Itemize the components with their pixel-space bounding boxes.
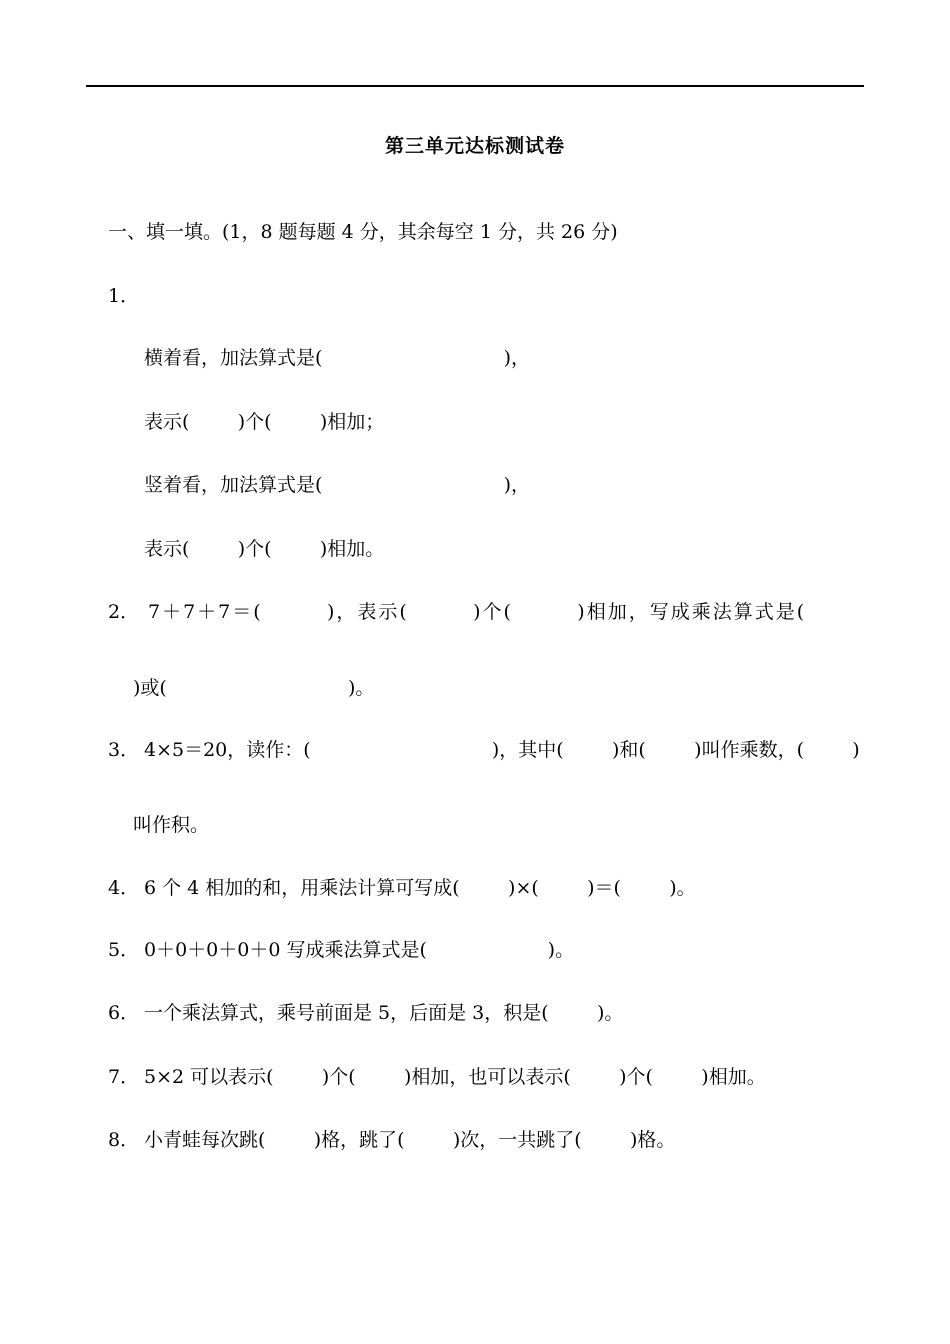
question-1-number: 1． [108,285,140,307]
question-1-line-d: 表示( )个( )相加。 [144,538,385,560]
question-3-number: 3． [108,739,140,761]
question-4-number: 4． [108,877,140,899]
section-heading: 一、填一填。(1，8 题每题 4 分，其余每空 1 分，共 26 分) [108,221,618,243]
question-7-number: 7． [108,1066,140,1088]
page-title: 第三单元达标测试卷 [384,135,565,157]
question-2-line-a: 7＋7＋7＝( )，表示( )个( )相加，写成乘法算式是( [148,601,807,623]
question-1-line-b: 表示( )个( )相加； [144,411,385,433]
question-7-text: 5×2 可以表示( )个( )相加，也可以表示( )个( )相加。 [144,1066,766,1088]
question-2-line-b: )或( )。 [133,677,375,699]
question-8-text: 小青蛙每次跳( )格，跳了( )次，一共跳了( )格。 [144,1129,676,1151]
header-rule [86,85,864,87]
question-6-number: 6． [108,1002,140,1024]
question-8-number: 8． [108,1129,140,1151]
question-6-text: 一个乘法算式，乘号前面是 5，后面是 3，积是( )。 [144,1002,624,1024]
question-3-line-b: 叫作积。 [133,814,210,836]
question-5-text: 0＋0＋0＋0＋0 写成乘法算式是( )。 [144,939,575,961]
question-1-line-c: 竖着看，加法算式是( )， [144,474,531,496]
question-5-number: 5． [108,939,140,961]
question-1-line-a: 横着看，加法算式是( )， [144,347,531,369]
question-3-line-a: 4×5＝20，读作：( )，其中( )和( )叫作乘数，( ) [144,739,860,761]
question-4-text: 6 个 4 相加的和，用乘法计算可写成( )×( )＝( )。 [144,877,696,899]
question-2-number: 2． [108,601,140,623]
